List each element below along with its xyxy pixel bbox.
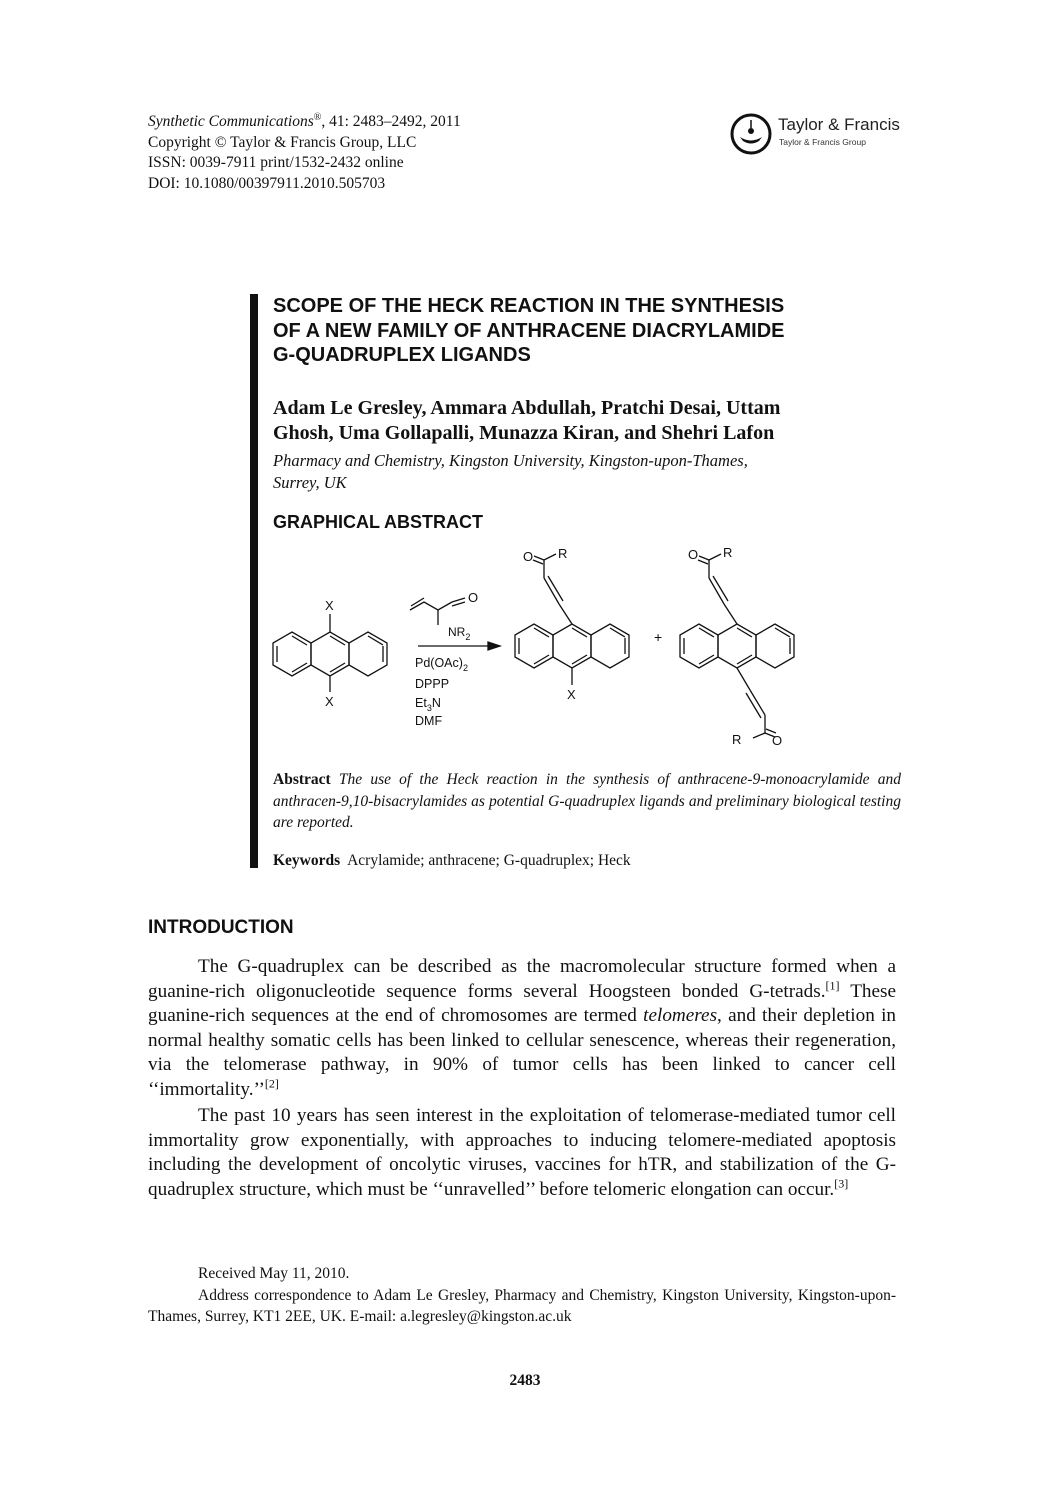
introduction-paragraph-2 [148, 1104, 896, 1202]
affiliation-line: Pharmacy and Chemistry, Kingston University, Kingston-upon-Thames, [273, 451, 748, 470]
correspondence-address: Address correspondence to Adam Le Gresley, Pharmacy and Chemistry, Kingston University, Kingston-upon-Thames, Surrey, KT1 2EE, UK. E-mail: a.legresley@kingston.ac.uk [148, 1286, 896, 1325]
x-label: X [325, 694, 334, 709]
journal-citation [148, 108, 461, 133]
keywords [273, 852, 631, 870]
publisher-logo-sub: Taylor & Francis Group [779, 137, 866, 147]
mono-product [515, 554, 629, 685]
o-label: O [688, 547, 699, 562]
paragraph-text: These guanine-rich sequences at the end of chromosomes are termed [148, 980, 897, 1027]
copyright-line: Copyright © Taylor & Francis Group, LLC [148, 133, 417, 151]
x-label: X [567, 687, 576, 702]
reaction-scheme [260, 540, 920, 755]
paragraph-text: The past 10 years has seen interest in the exploitation of telomerase-mediated tumor cell immortality grow exponentially, with approaches to inducing telomere-mediated apoptosis including the development of oncolytic viruses, vaccines for hTR, and stabilization of the G-quadruplex structure, which must be ‘‘unravelled’’ before telomeric elongation can occur. [148, 1105, 896, 1200]
acrylamide-reagent [410, 598, 465, 625]
reagent-et3n: $Et_3N$ [415, 696, 441, 713]
received-date: Received May 11, 2010. [198, 1265, 350, 1282]
x-label: X [325, 598, 334, 613]
citation-ref[interactable]: [3] [834, 1176, 849, 1191]
page-number: 2483 [509, 1372, 541, 1389]
r-label: R [558, 546, 568, 561]
citation-ref[interactable]: [2] [264, 1076, 279, 1091]
title-line: SCOPE OF THE HECK REACTION IN THE SYNTHESIS [273, 295, 785, 317]
keywords-label: Keywords [273, 852, 341, 869]
volume-info: , 41: 2483–2492, 2011 [321, 113, 461, 131]
starting-anthracene [273, 614, 387, 692]
r-label: R [723, 545, 733, 560]
title-line: G-QUADRUPLEX LIGANDS [273, 344, 531, 366]
title-line: OF A NEW FAMILY OF ANTHRACENE DIACRYLAMIDE [273, 319, 785, 342]
footnote [148, 1263, 896, 1328]
abstract-text: The use of the Heck reaction in the synthesis of anthracene-9-monoacrylamide and anthracen-9,10-bisacrylamides as potential G-quadruplex ligands and preliminary biological testing are reported. [273, 771, 901, 831]
r-label: R [732, 732, 742, 747]
reagent-pd: $Pd(OAc)_2$ [415, 656, 468, 673]
term-telomeres: telomeres [643, 1005, 718, 1027]
arrow-head-icon [488, 642, 500, 650]
issn-line: ISSN: 0039-7911 print/1532-2432 online [148, 154, 404, 172]
publisher-logo-name: Taylor & Francis [778, 115, 900, 134]
journal-header [148, 108, 461, 194]
author-line: Ghosh, Uma Gollapalli, Munazza Kiran, and Shehri Lafon [273, 422, 775, 444]
nr2-label: $NR_2$ [448, 625, 471, 642]
keywords-text: Acrylamide; anthracene; G-quadruplex; Heck [347, 852, 631, 869]
registered-mark: ® [313, 112, 322, 123]
graphical-abstract-heading: GRAPHICAL ABSTRACT [273, 512, 483, 532]
title-block-bar [250, 294, 258, 868]
plus-sign: + [654, 629, 663, 645]
affiliation [273, 450, 913, 494]
abstract [273, 769, 901, 834]
abstract-label: Abstract [273, 771, 331, 788]
citation-ref[interactable]: [1] [825, 978, 840, 993]
doi-line: DOI: 10.1080/00397911.2010.505703 [148, 174, 386, 192]
author-list [273, 396, 913, 446]
paragraph-text: , and their depletion in normal healthy somatic cells has been linked to cellular senescence, whereas their regeneration, via the telomerase pathway, in 90% of tumor cells has been linked to cancer cell ‘‘immortality.’’ [148, 1005, 896, 1100]
o-label: O [772, 733, 783, 748]
reagent-dmf: DMF [415, 714, 443, 728]
article-title [273, 294, 913, 368]
author-line: Adam Le Gresley, Ammara Abdullah, Pratchi Desai, Uttam [273, 397, 781, 419]
o-label: O [468, 590, 479, 605]
bis-product [680, 554, 794, 738]
journal-name: Synthetic Communications [148, 113, 314, 131]
o-label: O [523, 549, 534, 564]
introduction-paragraph-1 [148, 955, 896, 1103]
reagent-dppp: DPPP [415, 677, 450, 691]
paragraph-text: The G-quadruplex can be described as the macromolecular structure formed when a guanine-rich oligonucleotide sequence forms several Hoogsteen bonded G-tetrads. [148, 956, 896, 1002]
affiliation-line: Surrey, UK [273, 473, 347, 492]
introduction-heading: INTRODUCTION [148, 917, 294, 938]
